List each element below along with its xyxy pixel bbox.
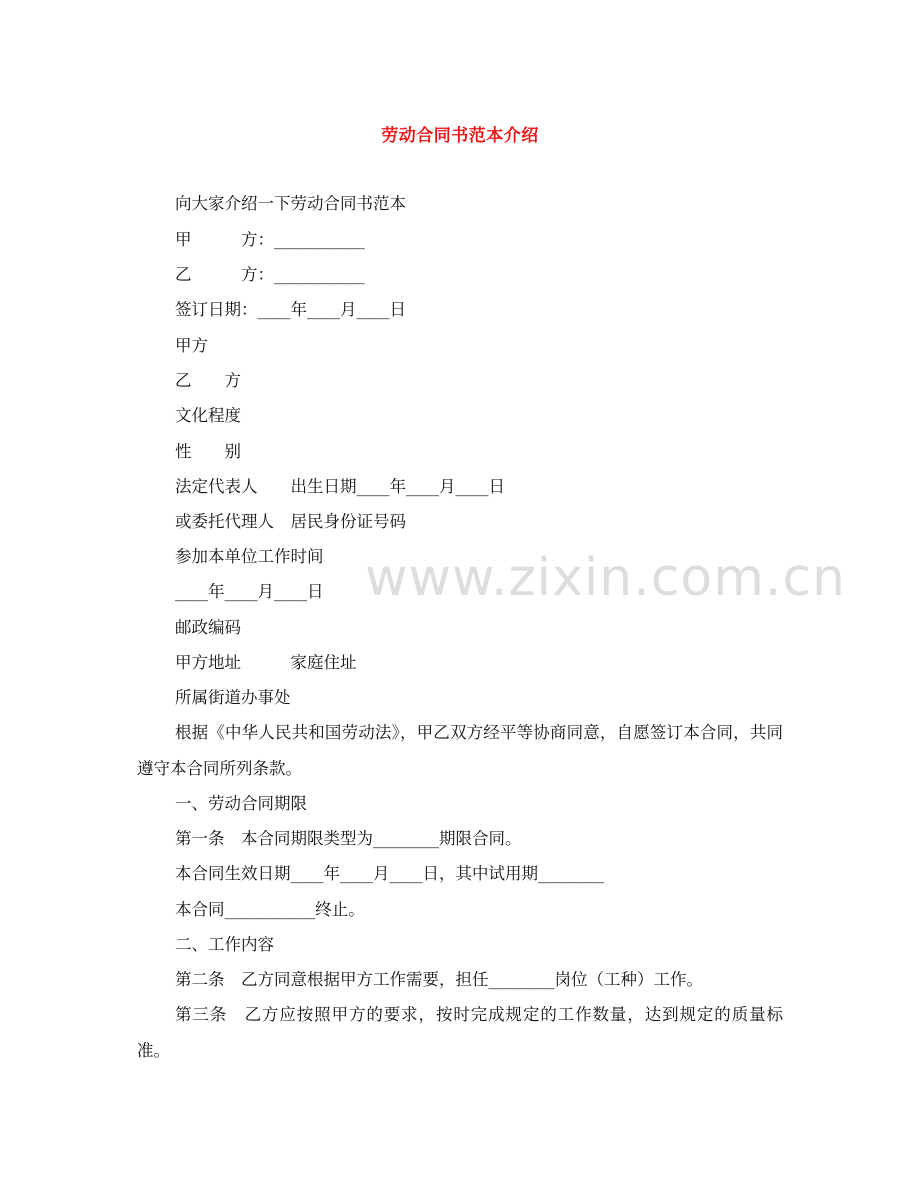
article-1: 第一条 本合同期限类型为________期限合同。 (175, 829, 522, 848)
gender-label: 性 别 (175, 442, 241, 461)
postal-code-label: 邮政编码 (175, 618, 241, 637)
intro-line: 向大家介绍一下劳动合同书范本 (175, 194, 406, 213)
watermark: www.zixin.com.cn (365, 548, 846, 608)
legal-rep-line: 法定代表人 出生日期____年____月____日 (175, 477, 505, 496)
article-2: 第二条 乙方同意根据甲方工作需要，担任________岗位（工种）工作。 (175, 970, 703, 989)
work-start-date: ____年____月____日 (175, 582, 324, 601)
work-start-label: 参加本单位工作时间 (175, 547, 324, 566)
party-b-label: 乙 方 (175, 371, 241, 390)
address-line: 甲方地址 家庭住址 (175, 653, 357, 672)
party-a-label: 甲方 (175, 336, 208, 355)
street-office-label: 所属街道办事处 (175, 688, 291, 707)
agent-id-line: 或委托代理人 居民身份证号码 (175, 512, 406, 531)
termination-line: 本合同___________终止。 (175, 900, 365, 919)
party-b-line: 乙 方：___________ (175, 265, 365, 284)
education-label: 文化程度 (175, 406, 241, 425)
signing-date-line: 签订日期：____年____月____日 (175, 300, 406, 319)
paragraph-basis: 根据《中华人民共和国劳动法》，甲乙双方经平等协商同意，自愿签订本合同，共同遵守本合同所列条款。 (137, 723, 783, 778)
article-3: 第三条 乙方应按照甲方的要求，按时完成规定的工作数量，达到规定的质量标准。 (137, 1005, 783, 1060)
section-2-heading: 二、工作内容 (175, 935, 274, 954)
section-1-heading: 一、劳动合同期限 (175, 794, 307, 813)
effective-date-line: 本合同生效日期____年____月____日，其中试用期________ (175, 864, 604, 883)
party-a-line: 甲 方：___________ (175, 230, 365, 249)
document-title: 劳动合同书范本介绍 (381, 126, 539, 146)
